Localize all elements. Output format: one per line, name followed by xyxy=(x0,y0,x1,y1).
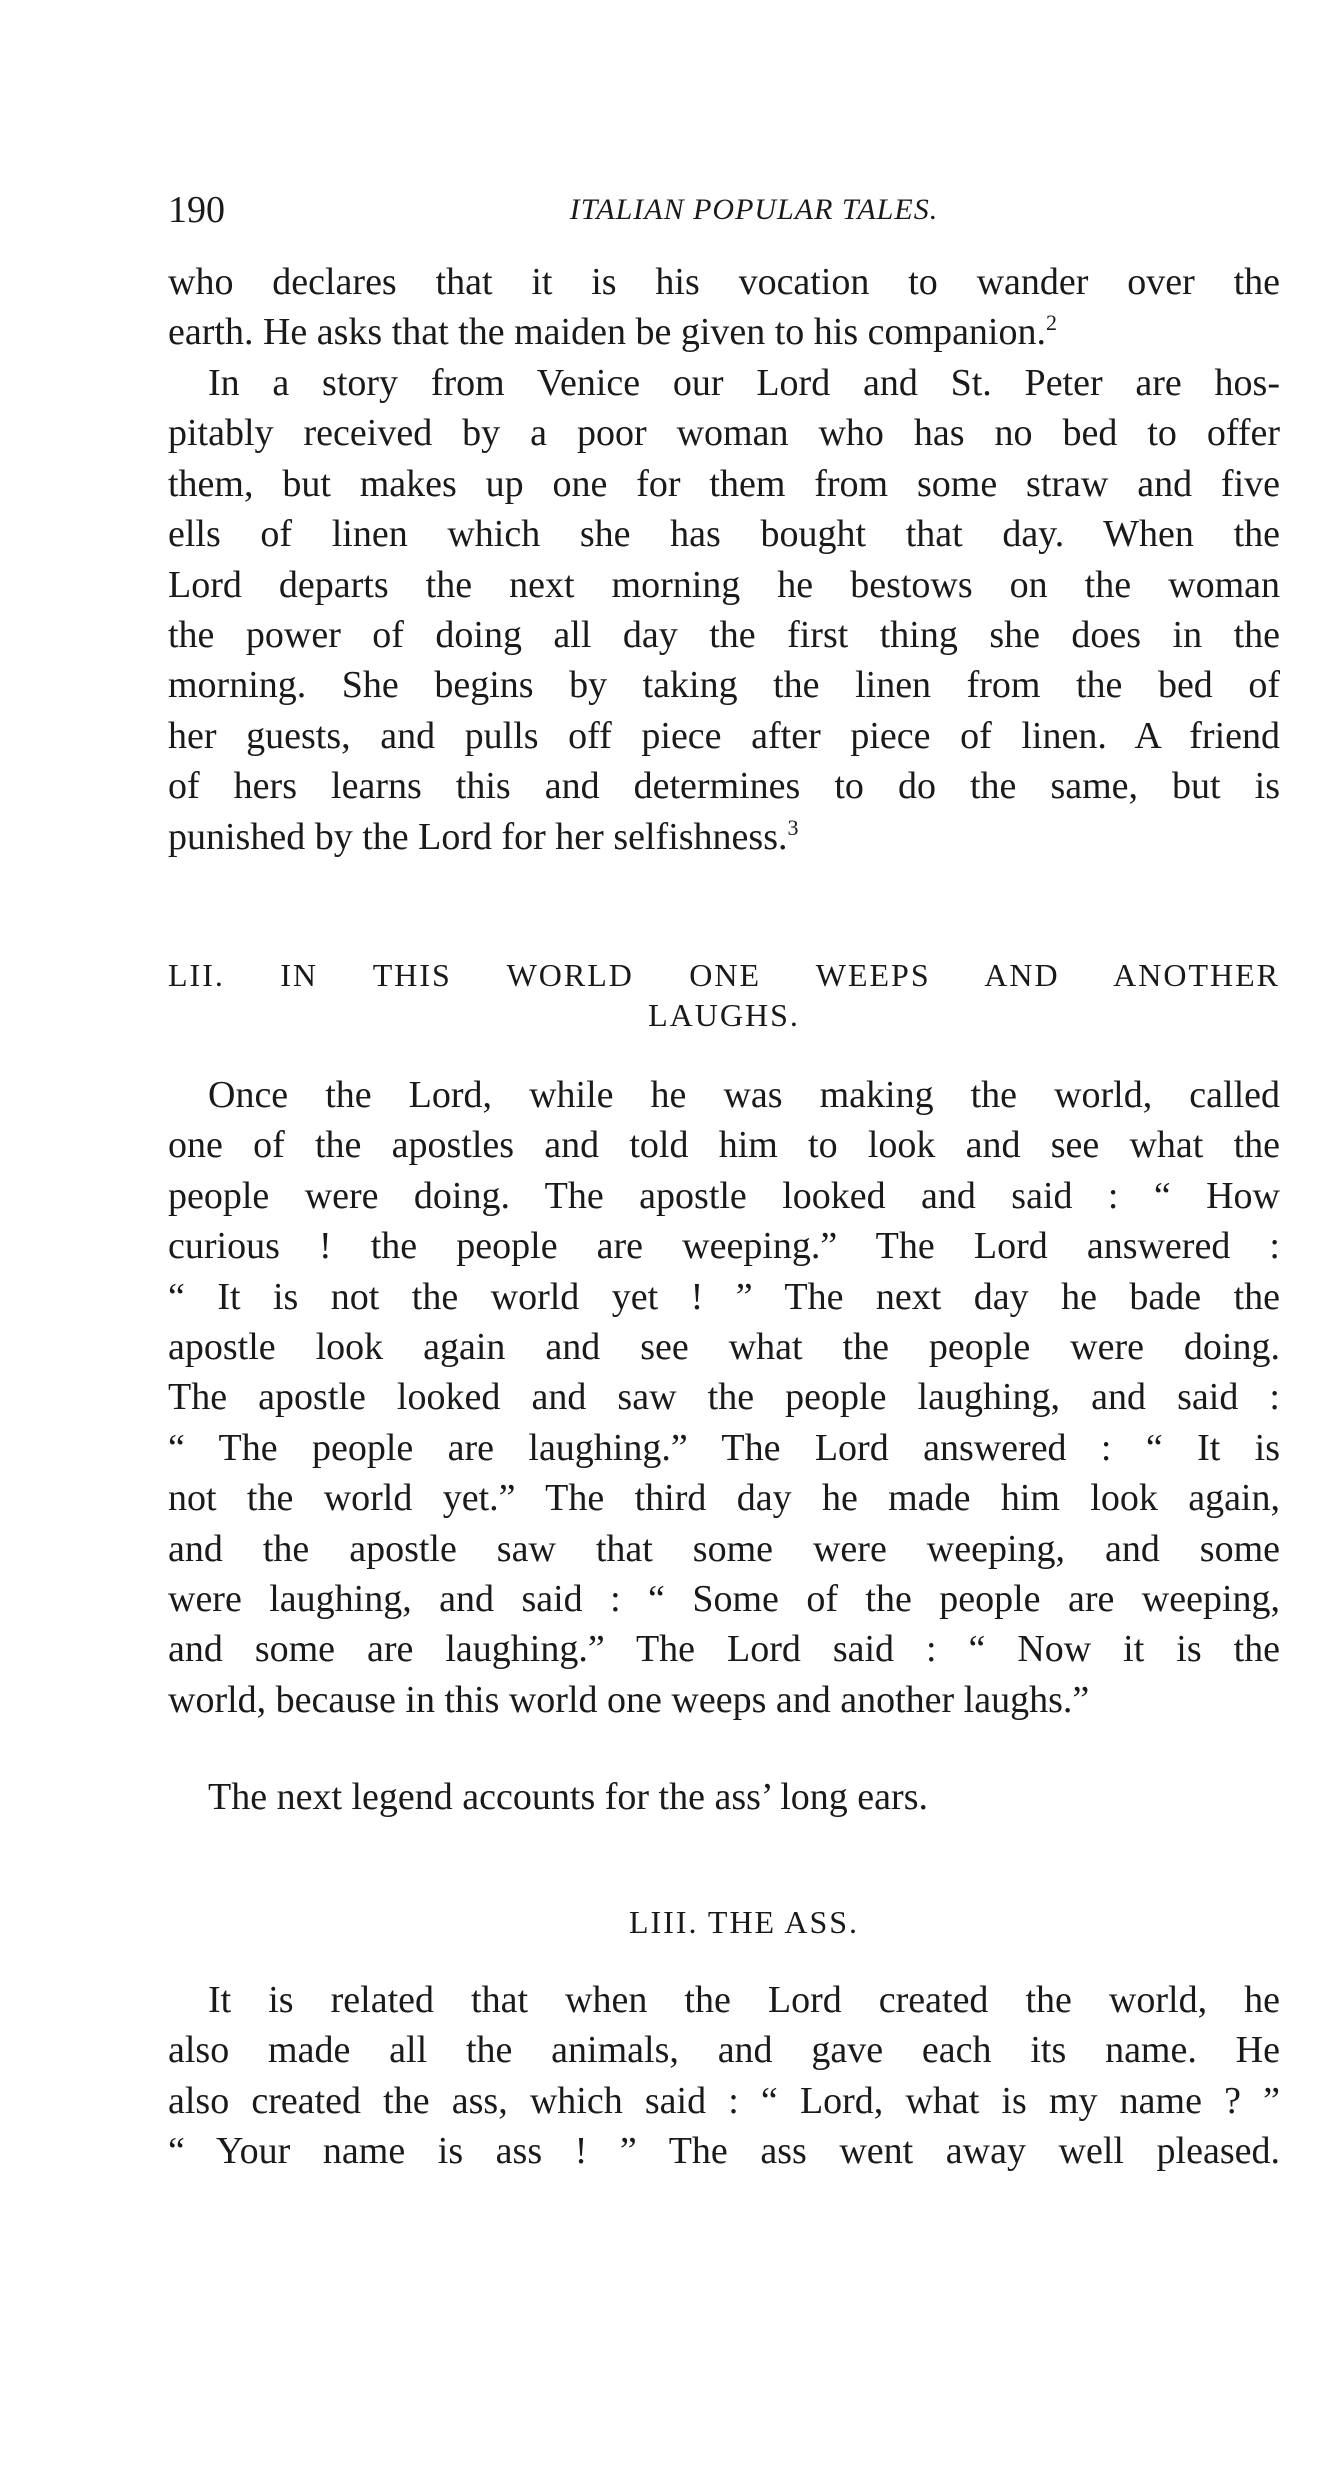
section-lii-heading xyxy=(168,955,1280,1035)
venice-story-paragraph xyxy=(168,358,1280,862)
paragraph-line: earth. He asks that the maiden be given to his companion.$^2$ xyxy=(168,310,1057,354)
paragraph-line: world, because in this world one weeps and another laughs.” xyxy=(168,1678,1090,1721)
paragraph-line: curious ! the people are weeping.” The Lord answered : xyxy=(168,1225,1280,1268)
paragraph-line: “ It is not the world yet ! ” The next day he bade the xyxy=(168,1275,1280,1318)
paragraph-line: the power of doing all day the first thing she does in the xyxy=(168,613,1280,656)
section-liii-heading: LIII. THE ASS. xyxy=(628,1904,860,1940)
paragraph-line: also made all the animals, and gave each its name. He xyxy=(168,2029,1280,2072)
paragraph-line: her guests, and pulls off piece after piece of linen. A friend xyxy=(168,714,1280,757)
paragraph-line: punished by the Lord for her selfishness.$^3$ xyxy=(168,814,799,858)
paragraph-line: “ The people are laughing.” The Lord answered : “ It is xyxy=(168,1426,1280,1469)
paragraph-line: ells of linen which she has bought that day. When the xyxy=(168,513,1280,556)
section-lii-paragraph xyxy=(168,1070,1280,1725)
continuation-paragraph xyxy=(168,257,1280,358)
paragraph-line: who declares that it is his vocation to wander over the xyxy=(168,261,1280,303)
paragraph-line: It is related that when the Lord created the world, he xyxy=(208,1979,1280,2021)
section-heading-line: LII. IN THIS WORLD ONE WEEPS AND ANOTHER xyxy=(168,957,1280,993)
running-title: ITALIAN POPULAR TALES. xyxy=(569,193,939,226)
paragraph-line: also created the ass, which said : “ Lord, what is my name ? ” xyxy=(168,2079,1280,2122)
paragraph-line: The apostle looked and saw the people laughing, and said : xyxy=(168,1376,1280,1419)
paragraph-line: morning. She begins by taking the linen from the bed of xyxy=(168,664,1280,707)
page-number: 190 xyxy=(168,189,225,231)
paragraph-line: pitably received by a poor woman who has no bed to offer xyxy=(168,412,1280,455)
paragraph-line: one of the apostles and told him to look and see what the xyxy=(168,1124,1280,1167)
transition-sentence: The next legend accounts for the ass’ long ears. xyxy=(208,1776,928,1818)
section-heading-line: LAUGHS. xyxy=(648,997,800,1033)
paragraph-line: In a story from Venice our Lord and St. Peter are hos- xyxy=(208,362,1280,404)
paragraph-line: Lord departs the next morning he bestows on the woman xyxy=(168,563,1280,606)
paragraph-line: and the apostle saw that some were weeping, and some xyxy=(168,1527,1280,1570)
footnote-ref: 3 xyxy=(787,814,799,840)
paragraph-line: apostle look again and see what the people were doing. xyxy=(168,1325,1280,1368)
footnote-ref: 2 xyxy=(1046,310,1057,336)
paragraph-line: and some are laughing.” The Lord said : “ Now it is the xyxy=(168,1628,1280,1671)
paragraph-line: of hers learns this and determines to do the same, but is xyxy=(168,765,1280,808)
paragraph-line: “ Your name is ass ! ” The ass went away well pleased. xyxy=(168,2130,1280,2173)
paragraph-line: Once the Lord, while he was making the world, called xyxy=(208,1074,1280,1116)
page-header xyxy=(168,182,1280,238)
paragraph-line: them, but makes up one for them from some straw and five xyxy=(168,462,1280,505)
section-liii-paragraph xyxy=(168,1975,1280,2177)
paragraph-line: were laughing, and said : “ Some of the people are weeping, xyxy=(168,1577,1280,1620)
paragraph-line: not the world yet.” The third day he made him look again, xyxy=(168,1477,1280,1520)
paragraph-line: people were doing. The apostle looked and said : “ How xyxy=(168,1174,1280,1217)
